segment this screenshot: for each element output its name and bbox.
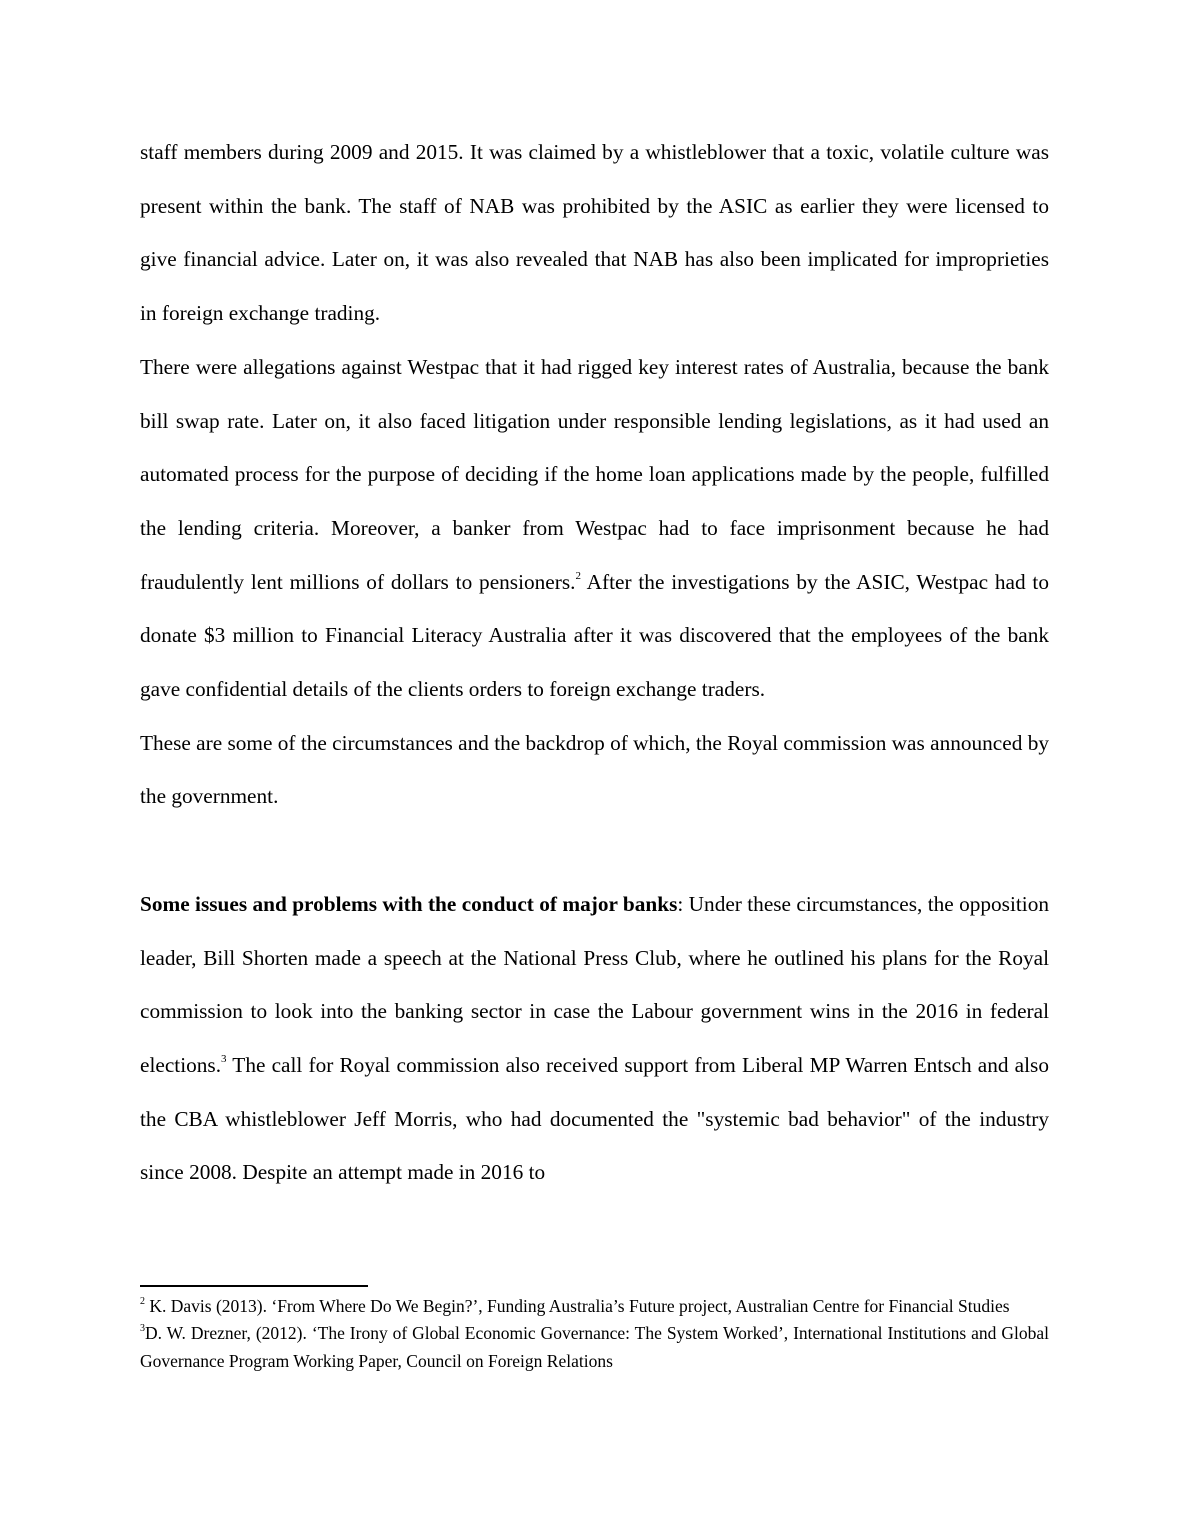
paragraph-nab: staff members during 2009 and 2015. It was claimed by a whistleblower that a toxic, volatile culture was present within the bank. The staff of NAB was prohibited by the ASIC as earlier they were licensed to give financial advice. Later on, it was also revealed that NAB has also been implicated for improprieties in foreign exchange trading. <box>140 140 1049 326</box>
section-heading: Some issues and problems with the conduct of major banks <box>140 891 678 916</box>
paragraph-westpac <box>140 341 1049 717</box>
paragraph-issues-text-continued: The call for Royal commission also received support from Liberal MP Warren Entsch and also the CBA whistleblower Jeff Morris, who had documented the "systemic bad behavior" of the industry since 2008. Despite an attempt made in 2016 to <box>140 1052 1049 1185</box>
paragraph-spacer <box>140 824 1049 878</box>
document-body <box>140 126 1049 1200</box>
footnote-2-text: K. Davis (2013). ‘From Where Do We Begin?’, Funding Australia’s Future project, Australian Centre for Financial Studies <box>145 1296 1010 1316</box>
paragraph-westpac-text: There were allegations against Westpac that it had rigged key interest rates of Australia, because the bank bill swap rate. Later on, it also faced litigation under responsible lending legislations, as it had used an automated process for the purpose of deciding if the home loan applications made by the people, fulfilled the lending criteria. Moreover, a banker from Westpac had to face imprisonment because he had fraudulently lent millions of dollars to pensioners. <box>140 354 1049 594</box>
footnote-2 <box>140 1293 1049 1320</box>
paragraph-issues-text: : Under these circumstances, the opposition leader, Bill Shorten made a speech at the National Press Club, where he outlined his plans for the Royal commission to look into the banking sector in case the Labour government wins in the 2016 in federal elections. <box>140 891 1050 1077</box>
footnote-reference-3[interactable]: 3 <box>221 1052 227 1065</box>
paragraph-issues <box>140 878 1049 1200</box>
footnotes-area <box>140 1293 1049 1375</box>
footnote-3 <box>140 1320 1049 1375</box>
paragraph-circumstances: These are some of the circumstances and the backdrop of which, the Royal commission was announced by the government. <box>140 730 1049 809</box>
footnote-3-text: D. W. Drezner, (2012). ‘The Irony of Global Economic Governance: The System Worked’, International Institutions and Global Governance Program Working Paper, Council on Foreign Relations <box>140 1323 1049 1371</box>
footnote-marker-2: 2 <box>140 1296 145 1308</box>
footnote-reference-2[interactable]: 2 <box>575 569 581 582</box>
footnote-separator <box>140 1285 368 1287</box>
paragraph-westpac-text-continued: After the investigations by the ASIC, Westpac had to donate $3 million to Financial Literacy Australia after it was discovered that the employees of the bank gave confidential details of the clients orders to foreign exchange traders. <box>140 569 1049 702</box>
footnote-marker-3: 3 <box>140 1323 145 1335</box>
